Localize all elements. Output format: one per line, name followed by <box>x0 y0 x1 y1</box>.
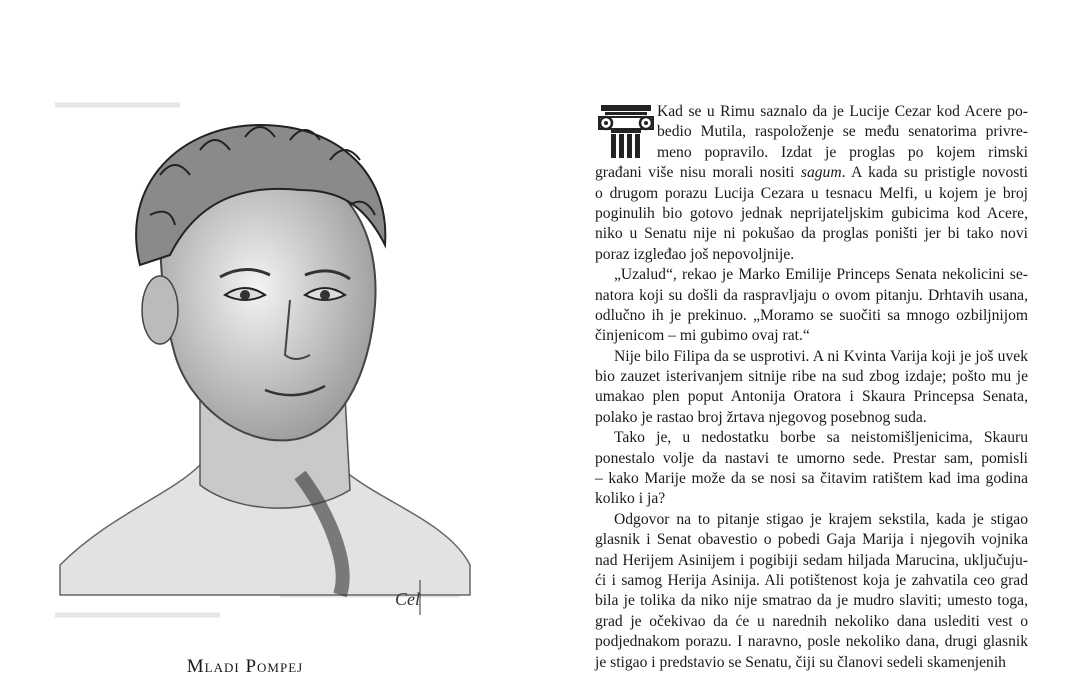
paragraph <box>595 428 1028 510</box>
text-segment: „Uzalud“, rekao je Marko Emilije Princeps Senata nekolicini se- <box>614 266 1028 284</box>
text-line <box>595 387 1028 407</box>
text-segment: odlučno ih je prekinuo. „Moramo se suočiti sa mnogo ozbiljnijom <box>595 306 1028 324</box>
illustration-caption: Mladi Pompej <box>186 656 304 677</box>
italic-term: sagum <box>800 164 842 182</box>
text-line <box>595 653 1028 673</box>
text-line <box>595 449 1028 469</box>
text-line <box>595 612 1028 632</box>
text-line <box>595 224 1028 244</box>
text-segment: podjednakom porazu. I naravno, posle nekoliko dana, drugi glasnik <box>595 633 1028 651</box>
text-line <box>595 510 1028 530</box>
text-line <box>595 367 1028 387</box>
text-segment: bedio Mutila, raspoloženje se među senatorima privre- <box>657 123 1028 141</box>
text-line <box>595 265 1028 285</box>
text-segment: ponestalo volje da nastavi te umorno sede. Prestar sam, pomisli <box>595 449 1028 467</box>
text-line <box>595 469 1028 489</box>
text-line <box>595 102 1028 122</box>
text-segment: Nije bilo Filipa da se usprotivi. A ni Kvinta Varija koji je još uvek <box>614 347 1028 365</box>
text-line <box>595 347 1028 367</box>
text-segment: glasnik i Senat obavestio o pobedi Gaja Marija i njegovih vojnika <box>595 531 1028 549</box>
text-segment: Tako je, u nedostatku borbe sa neistomišljenicima, Skauru <box>614 429 1028 447</box>
text-segment: nad Herijem Asinijem i pogibiji sedam hiljada Marucina, uključuju- <box>595 551 1028 569</box>
text-segment: poraz izgleđao još nepovoljnije. <box>595 245 795 263</box>
text-line <box>595 551 1028 571</box>
paragraph <box>595 510 1028 673</box>
paragraph <box>595 265 1028 347</box>
text-segment: činjenicom – mi gubimo ovaj rat.“ <box>595 327 810 345</box>
text-line <box>595 286 1028 306</box>
text-line <box>595 122 1028 142</box>
text-segment: poginulih bio gotovo jednak neprijateljskim gubicima kod Acere, <box>595 204 1028 222</box>
text-line <box>595 184 1028 204</box>
text-segment: koliko i ja? <box>595 490 666 508</box>
text-segment: je stigao i predstavio se Senatu, čiji su članovi sedeli skamenjenih <box>595 653 1006 671</box>
text-segment: natora koji su došli da raspravljaju o ovom pitanju. Drhtavih usana, <box>595 286 1028 304</box>
text-segment: Kad se u Rimu saznalo da je Lucije Cezar kod Acere po- <box>657 103 1028 120</box>
text-segment: bila je tolika da niko nije smatrao da je mudro slaviti; umesto toga, <box>595 592 1028 610</box>
text-line <box>595 489 1028 509</box>
paragraph <box>595 102 1028 265</box>
text-segment: polako je rastao broj žrtava njegovog posebnog suda. <box>595 408 927 426</box>
text-line <box>595 591 1028 611</box>
text-segment: bio zauzet isterivanjem sitnije ribe na sud zbog izdaje; pošto mu je <box>595 368 1028 386</box>
text-segment: . A kada su pristigle novosti <box>841 164 1029 182</box>
text-segment: meno popravilo. Izdat je proglas po kojem rimski <box>657 143 1028 161</box>
text-line <box>595 571 1028 591</box>
paragraph <box>595 347 1028 429</box>
text-segment: umakao plen poput Antonija Oratora i Skaura Princepsa Senata, <box>595 388 1028 406</box>
text-line <box>595 428 1028 448</box>
text-line <box>595 632 1028 652</box>
text-segment: o drugom porazu Lucija Cezara u tesnacu Melfi, u kojem je broj <box>595 184 1028 202</box>
text-line <box>595 245 1028 265</box>
text-segment: grad je očekivao da će u narednih nekoliko dana uslediti vest o <box>595 612 1028 630</box>
text-line <box>595 326 1028 346</box>
artist-signature: Cel <box>395 589 420 609</box>
text-segment: ći i samog Herija Asinija. Ali potištenost koja je zahvatila ceo grad <box>595 571 1028 589</box>
text-segment: Odgovor na to pitanje stigao je krajem sekstila, kada je stigao <box>614 510 1028 528</box>
text-line <box>595 204 1028 224</box>
text-line <box>595 408 1028 428</box>
text-line <box>595 143 1028 163</box>
text-line <box>595 306 1028 326</box>
text-segment: niko u Senatu nije ni pokušao da proglas poništi jer bi tako novi <box>595 225 1028 243</box>
text-segment: – kako Marije može da se nosi sa čitavim ratištem kad ima godina <box>595 470 1028 488</box>
text-line <box>595 530 1028 550</box>
text-line <box>595 163 1028 183</box>
body-text-column <box>595 102 1028 673</box>
text-segment: građani više nisu morali nositi <box>595 164 801 182</box>
portrait-illustration-young-pompey <box>50 95 480 645</box>
